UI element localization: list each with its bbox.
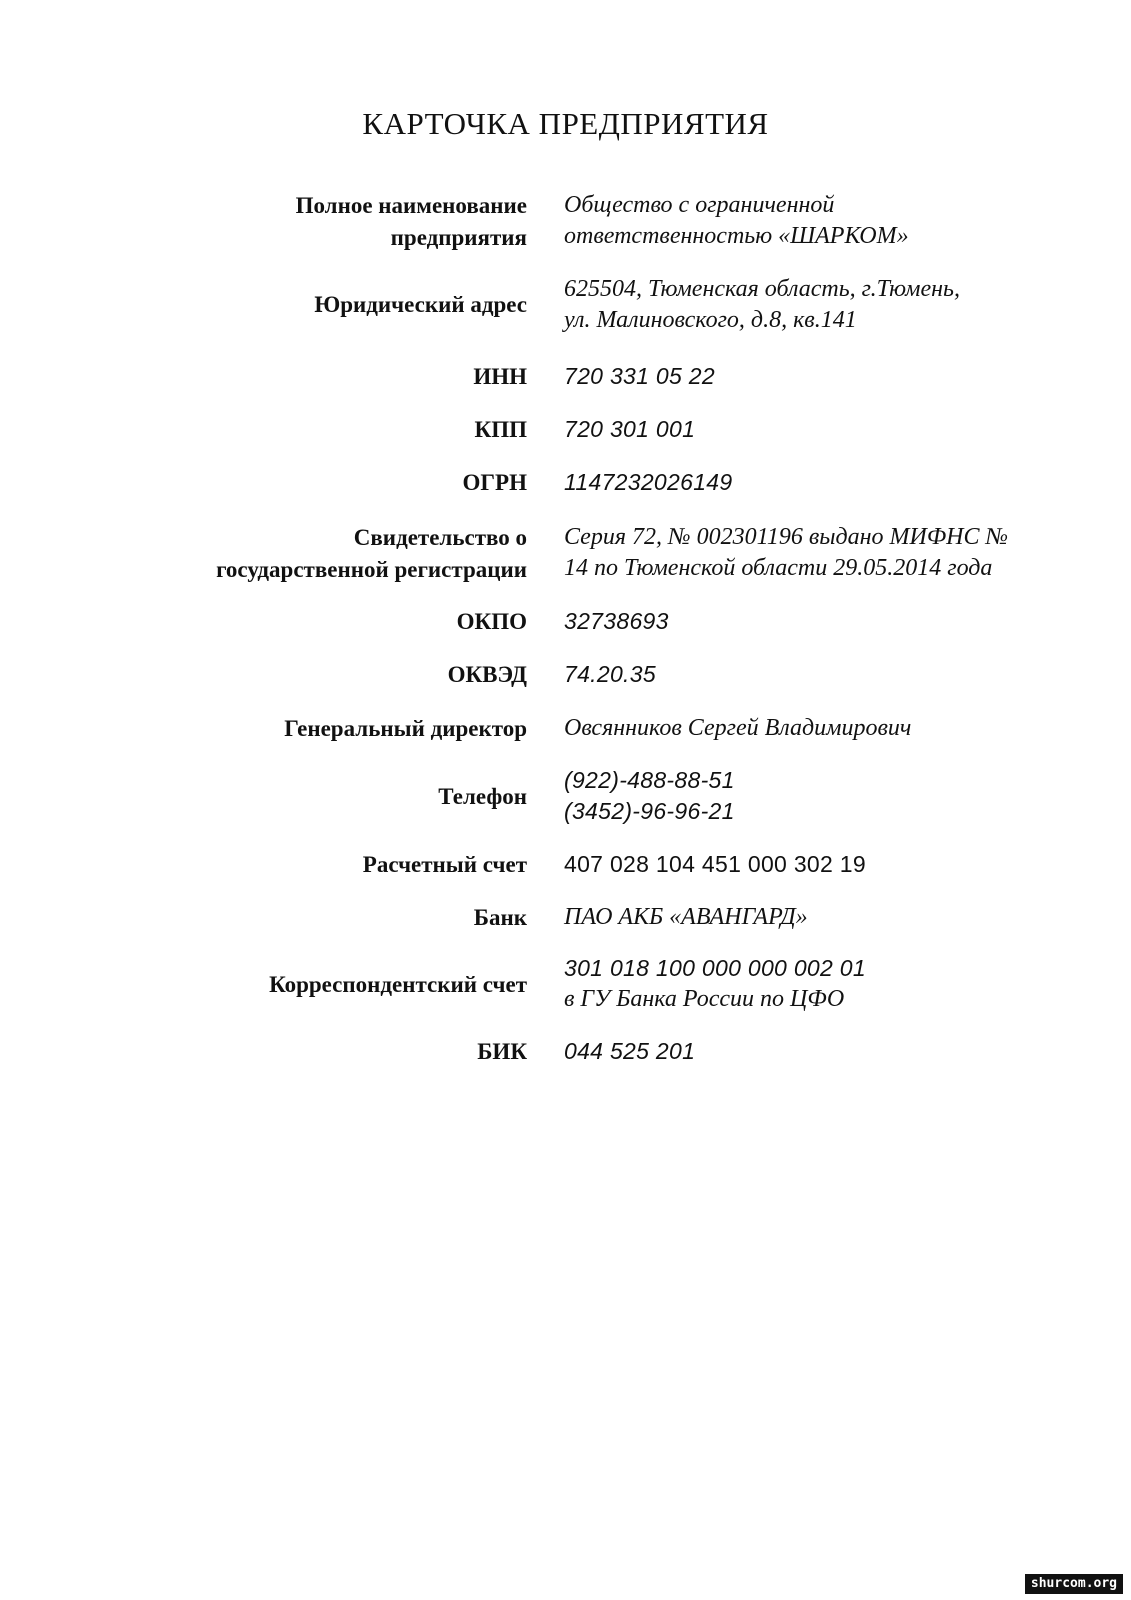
field-value (564, 953, 1084, 1015)
field-label-line: Юридический адрес (314, 292, 527, 317)
field-value (564, 190, 1084, 252)
field-value-line: Общество с ограниченной (564, 192, 835, 218)
field-label: Генеральный директор (284, 716, 527, 741)
field-value: 1147232026149 (564, 469, 733, 495)
field-label: Телефон (438, 784, 527, 809)
field-label (107, 289, 527, 321)
field-value-line: 14 по Тюменской области 29.05.2014 года (564, 555, 993, 581)
field-label-line: Свидетельство о (353, 525, 527, 550)
field-value: 044 525 201 (564, 1038, 696, 1064)
field-value: 407 028 104 451 000 302 19 (564, 851, 866, 877)
field-value (564, 765, 1084, 827)
field-label: ОКВЭД (447, 662, 527, 687)
field-value-line: в ГУ Банка России по ЦФО (564, 986, 845, 1012)
field-value: 74.20.35 (564, 661, 656, 687)
field-value: ПАО АКБ «АВАНГАРД» (564, 904, 808, 930)
field-label: ОГРН (462, 470, 527, 495)
field-value-line: 625504, Тюменская область, г.Тюмень, (564, 276, 960, 302)
field-label: ОКПО (456, 609, 527, 634)
field-label: ИНН (473, 364, 527, 389)
watermark: shurcom.org (1025, 1574, 1123, 1594)
field-label: БИК (477, 1039, 527, 1064)
field-value: 32738693 (564, 608, 669, 634)
phone-number: (922)-488-88-51 (564, 767, 735, 793)
field-value (564, 522, 1084, 584)
field-label: Корреспондентский счет (269, 972, 527, 997)
field-label (107, 522, 527, 586)
field-value: 720 301 001 (564, 416, 696, 442)
field-value-line: 301 018 100 000 000 002 01 (564, 955, 866, 981)
field-value: 720 331 05 22 (564, 363, 715, 389)
field-label: КПП (474, 417, 527, 442)
phone-number: (3452)-96-96-21 (564, 798, 735, 824)
field-value-line: ответственностью «ШАРКОМ» (564, 223, 909, 249)
field-label (107, 190, 527, 254)
field-value-line: ул. Малиновского, д.8, кв.141 (564, 307, 857, 333)
page-title: КАРТОЧКА ПРЕДПРИЯТИЯ (362, 106, 769, 141)
field-label-line: Полное наименование (295, 193, 527, 218)
field-label-line: предприятия (390, 225, 527, 250)
field-label: Расчетный счет (362, 852, 527, 877)
field-value: Овсянников Сергей Владимирович (564, 715, 912, 741)
field-label: Банк (473, 905, 527, 930)
field-value-line: Серия 72, № 002301196 выдано МИФНС № (564, 524, 1009, 550)
field-label-line: государственной регистрации (216, 557, 527, 582)
field-value (564, 274, 1084, 336)
